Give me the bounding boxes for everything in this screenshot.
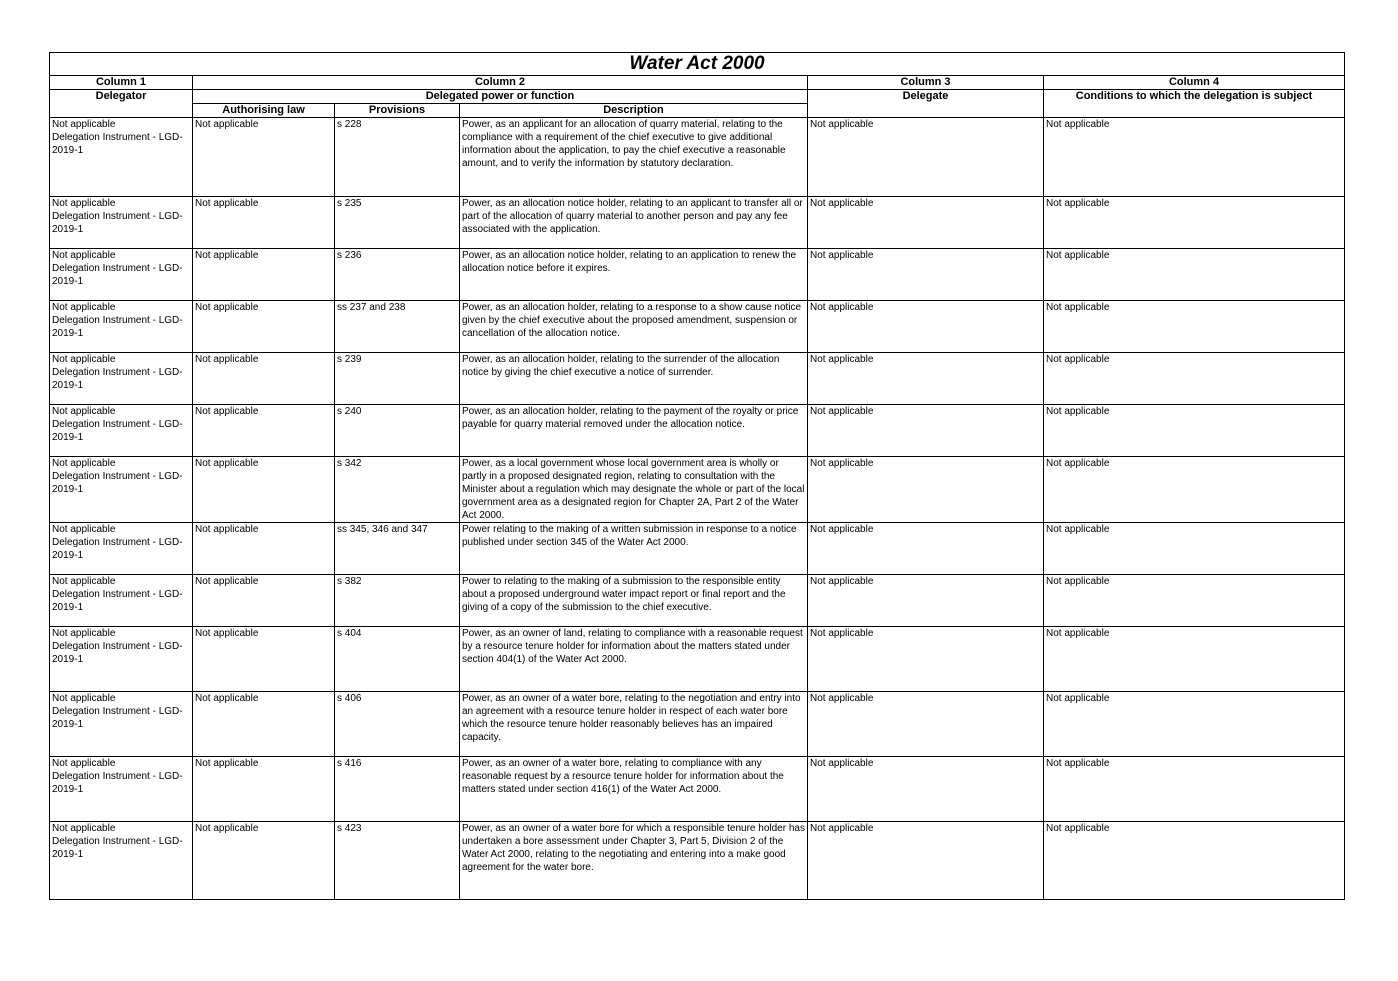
authorising-law-cell: Not applicable xyxy=(193,301,335,353)
table-row xyxy=(50,627,1345,692)
description-cell: Power relating to the making of a written submission in response to a notice published under section 345 of the Water Act 2000. xyxy=(460,523,808,575)
description-cell: Power, as an allocation holder, relating to the surrender of the allocation notice by giving the chief executive a notice of surrender. xyxy=(460,353,808,405)
provisions-cell: s 240 xyxy=(335,405,460,457)
conditions-cell: Not applicable xyxy=(1044,197,1345,249)
delegator-cell: Not applicable Delegation Instrument - LGD-2019-1 xyxy=(50,523,193,575)
delegator-cell: Not applicable Delegation Instrument - LGD-2019-1 xyxy=(50,118,193,197)
column-2-header: Column 2 xyxy=(193,76,808,90)
delegator-cell: Not applicable Delegation Instrument - LGD-2019-1 xyxy=(50,757,193,822)
delegator-cell: Not applicable Delegation Instrument - LGD-2019-1 xyxy=(50,575,193,627)
table-row xyxy=(50,353,1345,405)
provisions-cell: s 416 xyxy=(335,757,460,822)
delegate-cell: Not applicable xyxy=(808,118,1044,197)
column-3-header: Column 3 xyxy=(808,76,1044,90)
conditions-cell: Not applicable xyxy=(1044,249,1345,301)
table-row xyxy=(50,575,1345,627)
delegator-cell: Not applicable Delegation Instrument - LGD-2019-1 xyxy=(50,692,193,757)
table-row xyxy=(50,405,1345,457)
delegator-cell: Not applicable Delegation Instrument - LGD-2019-1 xyxy=(50,457,193,523)
delegator-cell: Not applicable Delegation Instrument - LGD-2019-1 xyxy=(50,197,193,249)
delegator-cell: Not applicable Delegation Instrument - LGD-2019-1 xyxy=(50,822,193,900)
delegate-cell: Not applicable xyxy=(808,692,1044,757)
delegate-cell: Not applicable xyxy=(808,301,1044,353)
column-1-header: Column 1 xyxy=(50,76,193,90)
description-cell: Power, as an owner of a water bore, relating to compliance with any reasonable request by a resource tenure holder for information about the matters stated under section 416(1) of the Water Act 2000. xyxy=(460,757,808,822)
authorising-law-cell: Not applicable xyxy=(193,405,335,457)
provisions-cell: s 235 xyxy=(335,197,460,249)
delegator-cell: Not applicable Delegation Instrument - LGD-2019-1 xyxy=(50,627,193,692)
authorising-law-cell: Not applicable xyxy=(193,197,335,249)
description-cell: Power to relating to the making of a submission to the responsible entity about a proposed underground water impact report or final report and the giving of a copy of the submission to the chief executive. xyxy=(460,575,808,627)
authorising-law-cell: Not applicable xyxy=(193,249,335,301)
table-title: Water Act 2000 xyxy=(50,53,1345,76)
provisions-cell: s 423 xyxy=(335,822,460,900)
description-cell: Power, as an owner of a water bore, relating to the negotiation and entry into an agreement with a resource tenure holder in respect of each water bore which the resource tenure holder reasonably believes has an impaired capacity. xyxy=(460,692,808,757)
conditions-cell: Not applicable xyxy=(1044,353,1345,405)
table-row xyxy=(50,249,1345,301)
description-cell: Power, as an applicant for an allocation of quarry material, relating to the compliance with a requirement of the chief executive to give additional information about the application, to pay the chief executive a reasonable amount, and to verify the information by statutory declaration. xyxy=(460,118,808,197)
description-cell: Power, as an allocation notice holder, relating to an application to renew the allocation notice before it expires. xyxy=(460,249,808,301)
provisions-cell: s 239 xyxy=(335,353,460,405)
conditions-cell: Not applicable xyxy=(1044,301,1345,353)
conditions-cell: Not applicable xyxy=(1044,457,1345,523)
description-cell: Power, as an owner of a water bore for which a responsible tenure holder has undertaken a bore assessment under Chapter 3, Part 5, Division 2 of the Water Act 2000, relating to the negotiating and entering into a make good agreement for the water bore. xyxy=(460,822,808,900)
conditions-cell: Not applicable xyxy=(1044,523,1345,575)
table-row xyxy=(50,197,1345,249)
description-cell: Power, as a local government whose local government area is wholly or partly in a proposed designated region, relating to consultation with the Minister about a regulation which may designate the whole or part of the local government area as a designated region for Chapter 2A, Part 2 of the Water Act 2000. xyxy=(460,457,808,523)
table-row xyxy=(50,822,1345,900)
authorising-law-cell: Not applicable xyxy=(193,575,335,627)
provisions-header: Provisions xyxy=(335,104,460,118)
authorising-law-cell: Not applicable xyxy=(193,627,335,692)
delegate-cell: Not applicable xyxy=(808,249,1044,301)
provisions-cell: s 228 xyxy=(335,118,460,197)
description-cell: Power, as an allocation holder, relating to the payment of the royalty or price payable for quarry material removed under the allocation notice. xyxy=(460,405,808,457)
delegator-header: Delegator xyxy=(50,90,193,118)
delegated-power-header: Delegated power or function xyxy=(193,90,808,104)
conditions-cell: Not applicable xyxy=(1044,405,1345,457)
description-header: Description xyxy=(460,104,808,118)
delegate-cell: Not applicable xyxy=(808,405,1044,457)
delegate-cell: Not applicable xyxy=(808,627,1044,692)
delegate-cell: Not applicable xyxy=(808,197,1044,249)
delegate-cell: Not applicable xyxy=(808,523,1044,575)
provisions-cell: ss 237 and 238 xyxy=(335,301,460,353)
delegate-cell: Not applicable xyxy=(808,822,1044,900)
table-row xyxy=(50,757,1345,822)
description-cell: Power, as an owner of land, relating to compliance with a reasonable request by a resource tenure holder for information about the matters stated under section 404(1) of the Water Act 2000. xyxy=(460,627,808,692)
conditions-cell: Not applicable xyxy=(1044,757,1345,822)
provisions-cell: s 406 xyxy=(335,692,460,757)
description-cell: Power, as an allocation notice holder, relating to an applicant to transfer all or part of the allocation of quarry material to another person and pay any fee associated with the application. xyxy=(460,197,808,249)
authorising-law-cell: Not applicable xyxy=(193,457,335,523)
delegate-cell: Not applicable xyxy=(808,457,1044,523)
delegate-header: Delegate xyxy=(808,90,1044,118)
authorising-law-cell: Not applicable xyxy=(193,822,335,900)
delegate-cell: Not applicable xyxy=(808,757,1044,822)
conditions-cell: Not applicable xyxy=(1044,692,1345,757)
table-row xyxy=(50,692,1345,757)
delegator-cell: Not applicable Delegation Instrument - LGD-2019-1 xyxy=(50,405,193,457)
conditions-cell: Not applicable xyxy=(1044,627,1345,692)
delegator-cell: Not applicable Delegation Instrument - LGD-2019-1 xyxy=(50,353,193,405)
table-row xyxy=(50,523,1345,575)
provisions-cell: s 342 xyxy=(335,457,460,523)
delegation-table xyxy=(49,52,1345,900)
delegator-cell: Not applicable Delegation Instrument - LGD-2019-1 xyxy=(50,249,193,301)
conditions-cell: Not applicable xyxy=(1044,822,1345,900)
authorising-law-cell: Not applicable xyxy=(193,523,335,575)
authorising-law-cell: Not applicable xyxy=(193,353,335,405)
conditions-cell: Not applicable xyxy=(1044,575,1345,627)
table-row xyxy=(50,457,1345,523)
authorising-law-cell: Not applicable xyxy=(193,692,335,757)
delegate-cell: Not applicable xyxy=(808,575,1044,627)
delegator-cell: Not applicable Delegation Instrument - LGD-2019-1 xyxy=(50,301,193,353)
conditions-cell: Not applicable xyxy=(1044,118,1345,197)
table-row xyxy=(50,301,1345,353)
authorising-law-header: Authorising law xyxy=(193,104,335,118)
provisions-cell: s 382 xyxy=(335,575,460,627)
table-body xyxy=(50,118,1345,900)
description-cell: Power, as an allocation holder, relating to a response to a show cause notice given by the chief executive about the proposed amendment, suspension or cancellation of the allocation notice. xyxy=(460,301,808,353)
delegate-cell: Not applicable xyxy=(808,353,1044,405)
provisions-cell: ss 345, 346 and 347 xyxy=(335,523,460,575)
column-4-header: Column 4 xyxy=(1044,76,1345,90)
authorising-law-cell: Not applicable xyxy=(193,118,335,197)
authorising-law-cell: Not applicable xyxy=(193,757,335,822)
provisions-cell: s 236 xyxy=(335,249,460,301)
table-row xyxy=(50,118,1345,197)
conditions-header: Conditions to which the delegation is subject xyxy=(1044,90,1345,118)
provisions-cell: s 404 xyxy=(335,627,460,692)
